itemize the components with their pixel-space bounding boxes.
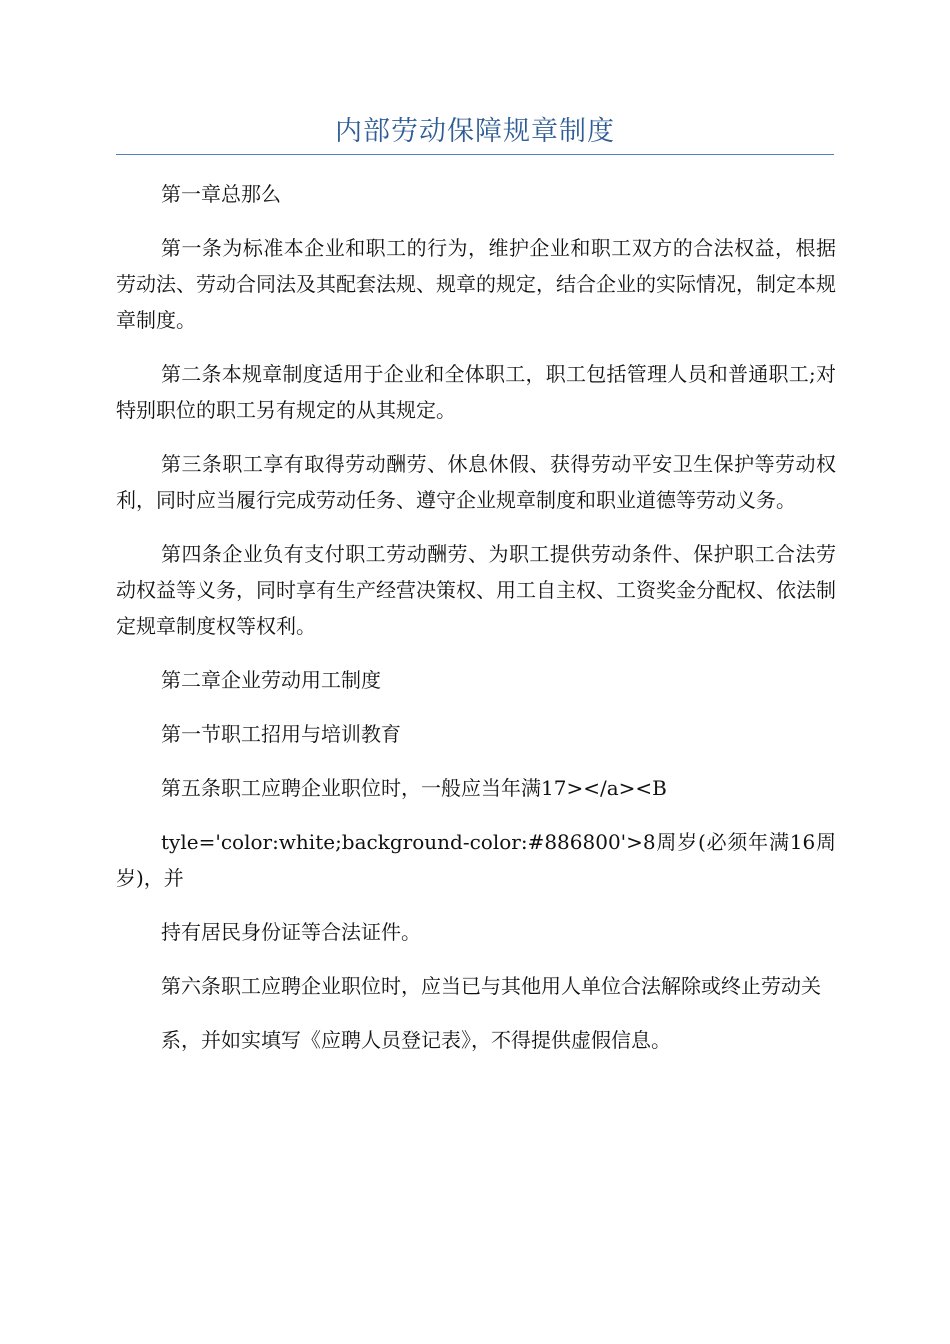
article-2: 第二条本规章制度适用于企业和全体职工，职工包括管理人员和普通职工;对特别职位的职工另有规定的从其规定。 bbox=[116, 362, 836, 422]
title-underline bbox=[116, 154, 834, 155]
document-body bbox=[116, 176, 836, 1076]
article-6-part-2: 系，并如实填写《应聘人员登记表》，不得提供虚假信息。 bbox=[161, 1028, 671, 1052]
article-3: 第三条职工享有取得劳动酬劳、休息休假、获得劳动平安卫生保护等劳动权利，同时应当履行完成劳动任务、遵守企业规章制度和职业道德等劳动义务。 bbox=[116, 452, 836, 512]
article-5-part-3: 持有居民身份证等合法证件。 bbox=[161, 920, 421, 944]
chapter-heading-1: 第一章总那么 bbox=[161, 182, 281, 206]
document-title: 内部劳动保障规章制度 bbox=[335, 116, 615, 147]
article-4: 第四条企业负有支付职工劳动酬劳、为职工提供劳动条件、保护职工合法劳动权益等义务，同时享有生产经营决策权、用工自主权、工资奖金分配权、依法制定规章制度权等权利。 bbox=[116, 542, 836, 638]
article-6-part-1: 第六条职工应聘企业职位时，应当已与其他用人单位合法解除或终止劳动关 bbox=[161, 974, 821, 998]
article-1: 第一条为标准本企业和职工的行为，维护企业和职工双方的合法权益，根据劳动法、劳动合同法及其配套法规、规章的规定，结合企业的实际情况，制定本规章制度。 bbox=[116, 236, 836, 332]
article-5-part-2: tyle='color:white;background-color:#886800'>8周岁(必须年满16周岁)，并 bbox=[116, 830, 836, 890]
article-5-part-1: 第五条职工应聘企业职位时，一般应当年满17></a><B bbox=[161, 776, 667, 800]
section-heading-1: 第一节职工招用与培训教育 bbox=[161, 722, 401, 746]
chapter-heading-2: 第二章企业劳动用工制度 bbox=[161, 668, 381, 692]
